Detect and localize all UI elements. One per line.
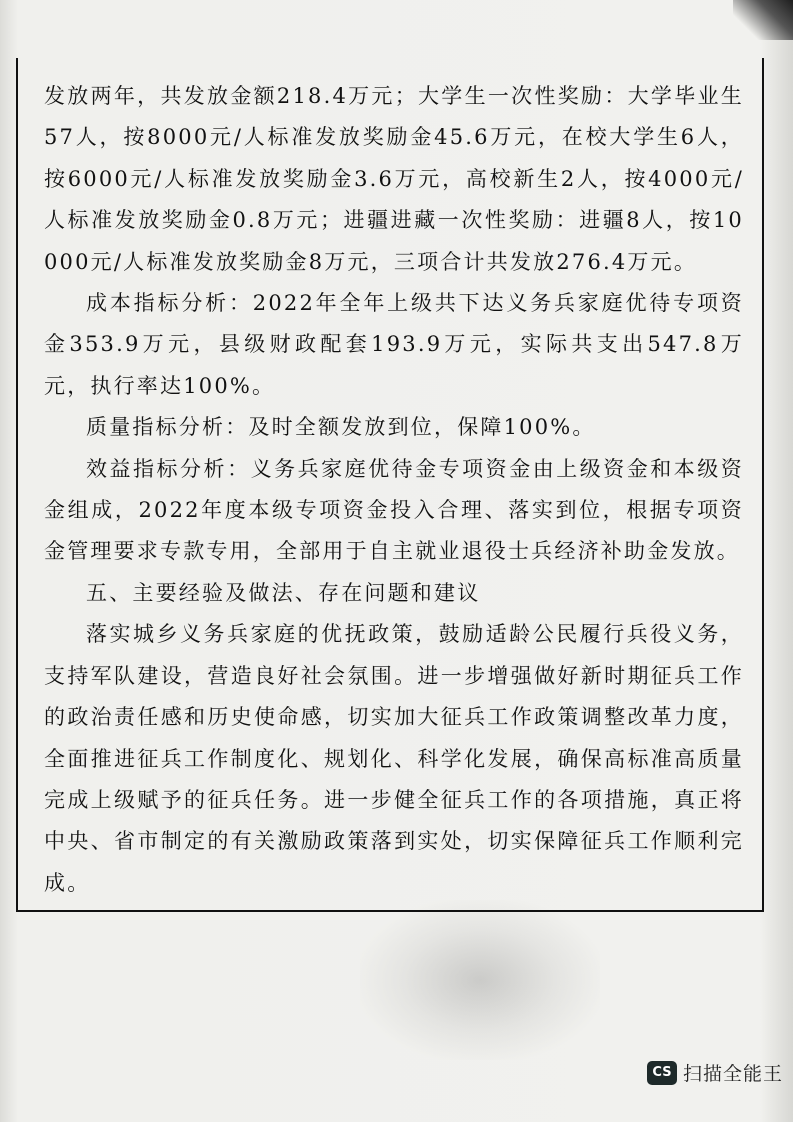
scan-bleed-through (360, 900, 600, 1060)
paragraph-quality-indicator: 质量指标分析：及时全额发放到位，保障100%。 (86, 415, 596, 440)
scan-corner-shadow (733, 0, 793, 40)
camscanner-label: 扫描全能王 (682, 1063, 783, 1085)
camscanner-logo-icon: CS (647, 1061, 677, 1085)
paragraph-experience-suggestions: 落实城乡义务兵家庭的优抚政策，鼓励适龄公民履行兵役义务，支持军队建设，营造良好社会氛围。进一步增强做好新时期征兵工作的政治责任感和历史使命感，切实加大征兵工作政策调整改革力度，全面推进征兵工作制度化、规划化、科学化发展，确保高标准高质量完成上级赋予的征兵任务。进一步健全征兵工作的各项措施，真正将中央、省市制定的有关激励政策落到实处，切实保障征兵工作顺利完成。 (44, 622, 744, 895)
camscanner-watermark (647, 1059, 783, 1086)
paragraph-cost-indicator: 成本指标分析：2022年全年上级共下达义务兵家庭优待专项资金353.9万元，县级财政配套193.9万元，实际共支出547.8万元，执行率达100%。 (44, 291, 744, 398)
paragraph-payment-details: 发放两年，共发放金额218.4万元；大学生一次性奖励：大学毕业生57人，按8000元/人标准发放奖励金45.6万元，在校大学生6人，按6000元/人标准发放奖励金3.6万元，高校新生2人，按4000元/人标准发放奖励金0.8万元；进疆进藏一次性奖励：进疆8人，按10000元/人标准发放奖励金8万元，三项合计共发放276.4万元。 (44, 84, 744, 274)
document-body (44, 76, 744, 904)
section-heading-five: 五、主要经验及做法、存在问题和建议 (86, 580, 481, 605)
paragraph-benefit-indicator: 效益指标分析：义务兵家庭优待金专项资金由上级资金和本级资金组成，2022年度本级专项资金投入合理、落实到位，根据专项资金管理要求专款专用，全部用于自主就业退役士兵经济补助金发放。 (44, 456, 744, 564)
